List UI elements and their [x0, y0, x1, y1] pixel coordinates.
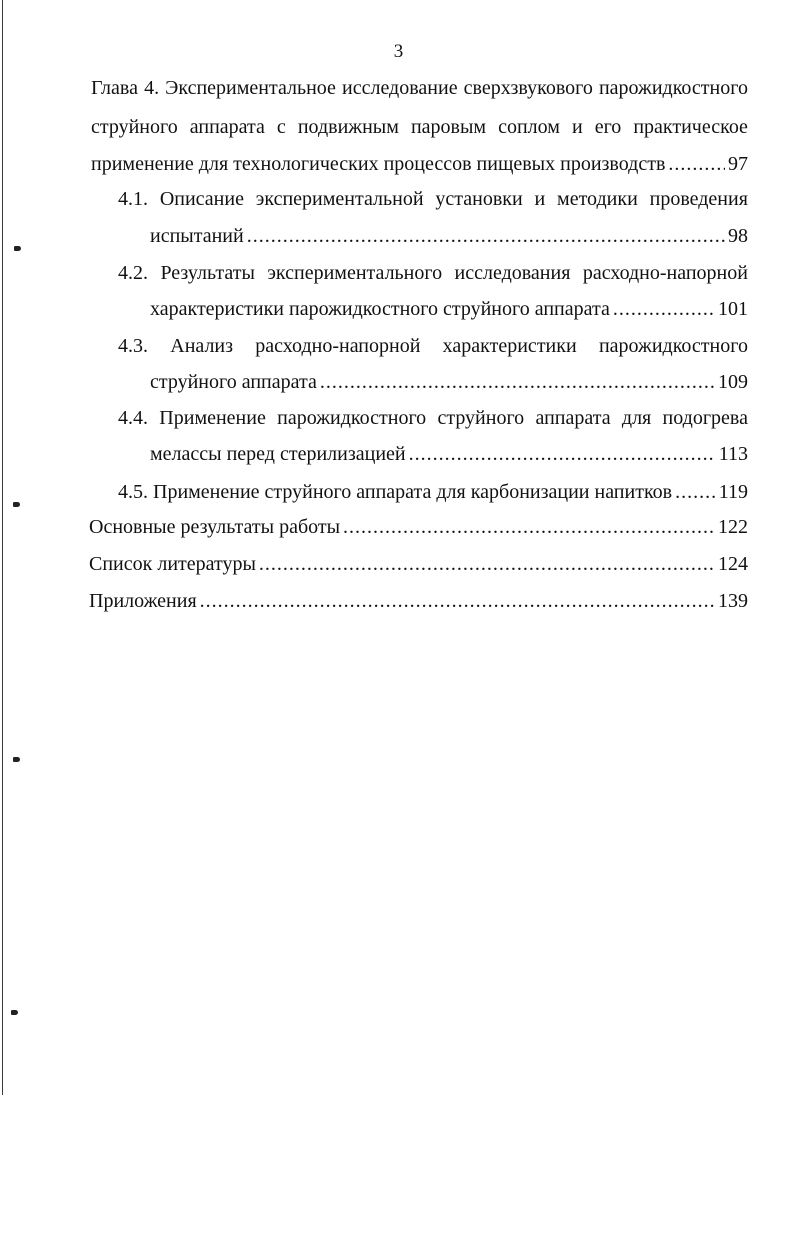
toc-word: Описание — [159, 188, 244, 210]
scan-artifact-mark — [11, 1010, 18, 1015]
dot-leader — [247, 223, 725, 249]
toc-page-number: 98 — [728, 225, 748, 247]
dot-leader — [613, 296, 715, 322]
toc-word: 4.4. — [118, 407, 148, 429]
toc-chapter-4-line-1[interactable] — [91, 75, 748, 101]
dot-leader — [343, 514, 715, 540]
toc-page-number: 122 — [718, 516, 748, 538]
toc-section-4-5[interactable] — [118, 479, 748, 505]
toc-word: сверхзвукового — [463, 77, 593, 99]
dot-leader — [409, 441, 716, 467]
toc-word: его — [594, 116, 622, 138]
toc-word: методики — [557, 188, 638, 210]
toc-word: Экспериментальное — [165, 77, 336, 99]
toc-word: расходно-напорной — [255, 335, 421, 357]
toc-word: подогрева — [662, 407, 748, 429]
toc-word: струйного — [91, 116, 178, 138]
toc-word: Глава — [91, 77, 138, 99]
dot-leader — [320, 369, 715, 395]
toc-chapter-4-line-2[interactable] — [91, 114, 748, 140]
toc-section-4-2-line-2[interactable] — [150, 296, 748, 322]
toc-word: характеристики — [442, 335, 577, 357]
toc-entry-title: испытаний — [150, 225, 244, 247]
toc-word: и — [571, 116, 583, 138]
toc-word: соплом — [498, 116, 560, 138]
toc-page-number: 101 — [718, 298, 748, 320]
page-number: 3 — [393, 41, 404, 62]
toc-word: установки — [435, 188, 523, 210]
toc-word: 4. — [144, 77, 160, 99]
toc-section-4-2-line-1[interactable] — [118, 260, 748, 286]
dot-leader — [259, 551, 715, 577]
toc-entry-title: Приложения — [89, 590, 197, 612]
toc-section-4-1-line-1[interactable] — [118, 186, 748, 212]
toc-entry-title: струйного аппарата — [150, 371, 317, 393]
toc-entry-title: Основные результаты работы — [89, 516, 341, 538]
toc-page-number: 124 — [718, 553, 748, 575]
toc-section-4-1-line-2[interactable] — [150, 223, 748, 249]
toc-page-number: 113 — [718, 443, 748, 465]
toc-word: и — [534, 188, 546, 210]
toc-word: с — [276, 116, 286, 138]
toc-word: парожидкостного — [598, 335, 748, 357]
toc-word: парожидкостного — [277, 407, 427, 429]
toc-word: аппарата — [535, 407, 611, 429]
toc-page-number: 139 — [718, 590, 748, 612]
toc-page-number: 119 — [718, 481, 748, 503]
toc-entry-title: характеристики парожидкостного струйного аппарата — [150, 298, 610, 320]
toc-entry-title: 4.5. Применение струйного аппарата для карбонизации напитков — [118, 481, 673, 503]
toc-word: аппарата — [189, 116, 265, 138]
toc-section-4-3-line-1[interactable] — [118, 333, 748, 359]
toc-word: Применение — [159, 407, 266, 429]
toc-word: 4.3. — [118, 335, 148, 357]
toc-word: для — [621, 407, 652, 429]
toc-word: практическое — [633, 116, 748, 138]
toc-page-number: 109 — [718, 371, 748, 393]
toc-entry-title: Список литературы — [89, 553, 256, 575]
toc-entry-title: применение для технологических процессов пищевых производств — [91, 153, 666, 175]
toc-references[interactable] — [89, 551, 748, 577]
toc-word: исследования — [454, 262, 571, 284]
dot-leader — [200, 588, 715, 614]
toc-word: экспериментальной — [255, 188, 424, 210]
toc-word: расходно-напорной — [582, 262, 748, 284]
toc-appendices[interactable] — [89, 588, 748, 614]
toc-word: паровым — [410, 116, 487, 138]
toc-word: подвижным — [297, 116, 399, 138]
toc-main-results[interactable] — [89, 514, 748, 540]
toc-word: экспериментального — [267, 262, 443, 284]
toc-word: 4.1. — [118, 188, 148, 210]
scan-artifact-mark — [13, 757, 20, 762]
dot-leader — [675, 479, 716, 505]
toc-word: 4.2. — [118, 262, 148, 284]
toc-word: струйного — [437, 407, 525, 429]
toc-page-number: 97 — [728, 153, 748, 175]
toc-chapter-4-line-3[interactable] — [91, 151, 748, 177]
toc-word: парожидкостного — [598, 77, 748, 99]
toc-section-4-4-line-1[interactable] — [118, 405, 748, 431]
scan-edge-line — [2, 0, 3, 1095]
dot-leader — [668, 151, 725, 177]
scan-artifact-mark — [14, 246, 21, 251]
toc-word: исследование — [342, 77, 458, 99]
toc-word: Анализ — [170, 335, 234, 357]
toc-section-4-4-line-2[interactable] — [150, 441, 748, 467]
toc-word: проведения — [649, 188, 748, 210]
toc-entry-title: мелассы перед стерилизацией — [150, 443, 406, 465]
toc-word: Результаты — [160, 262, 255, 284]
toc-section-4-3-line-2[interactable] — [150, 369, 748, 395]
scan-artifact-mark — [13, 502, 20, 507]
